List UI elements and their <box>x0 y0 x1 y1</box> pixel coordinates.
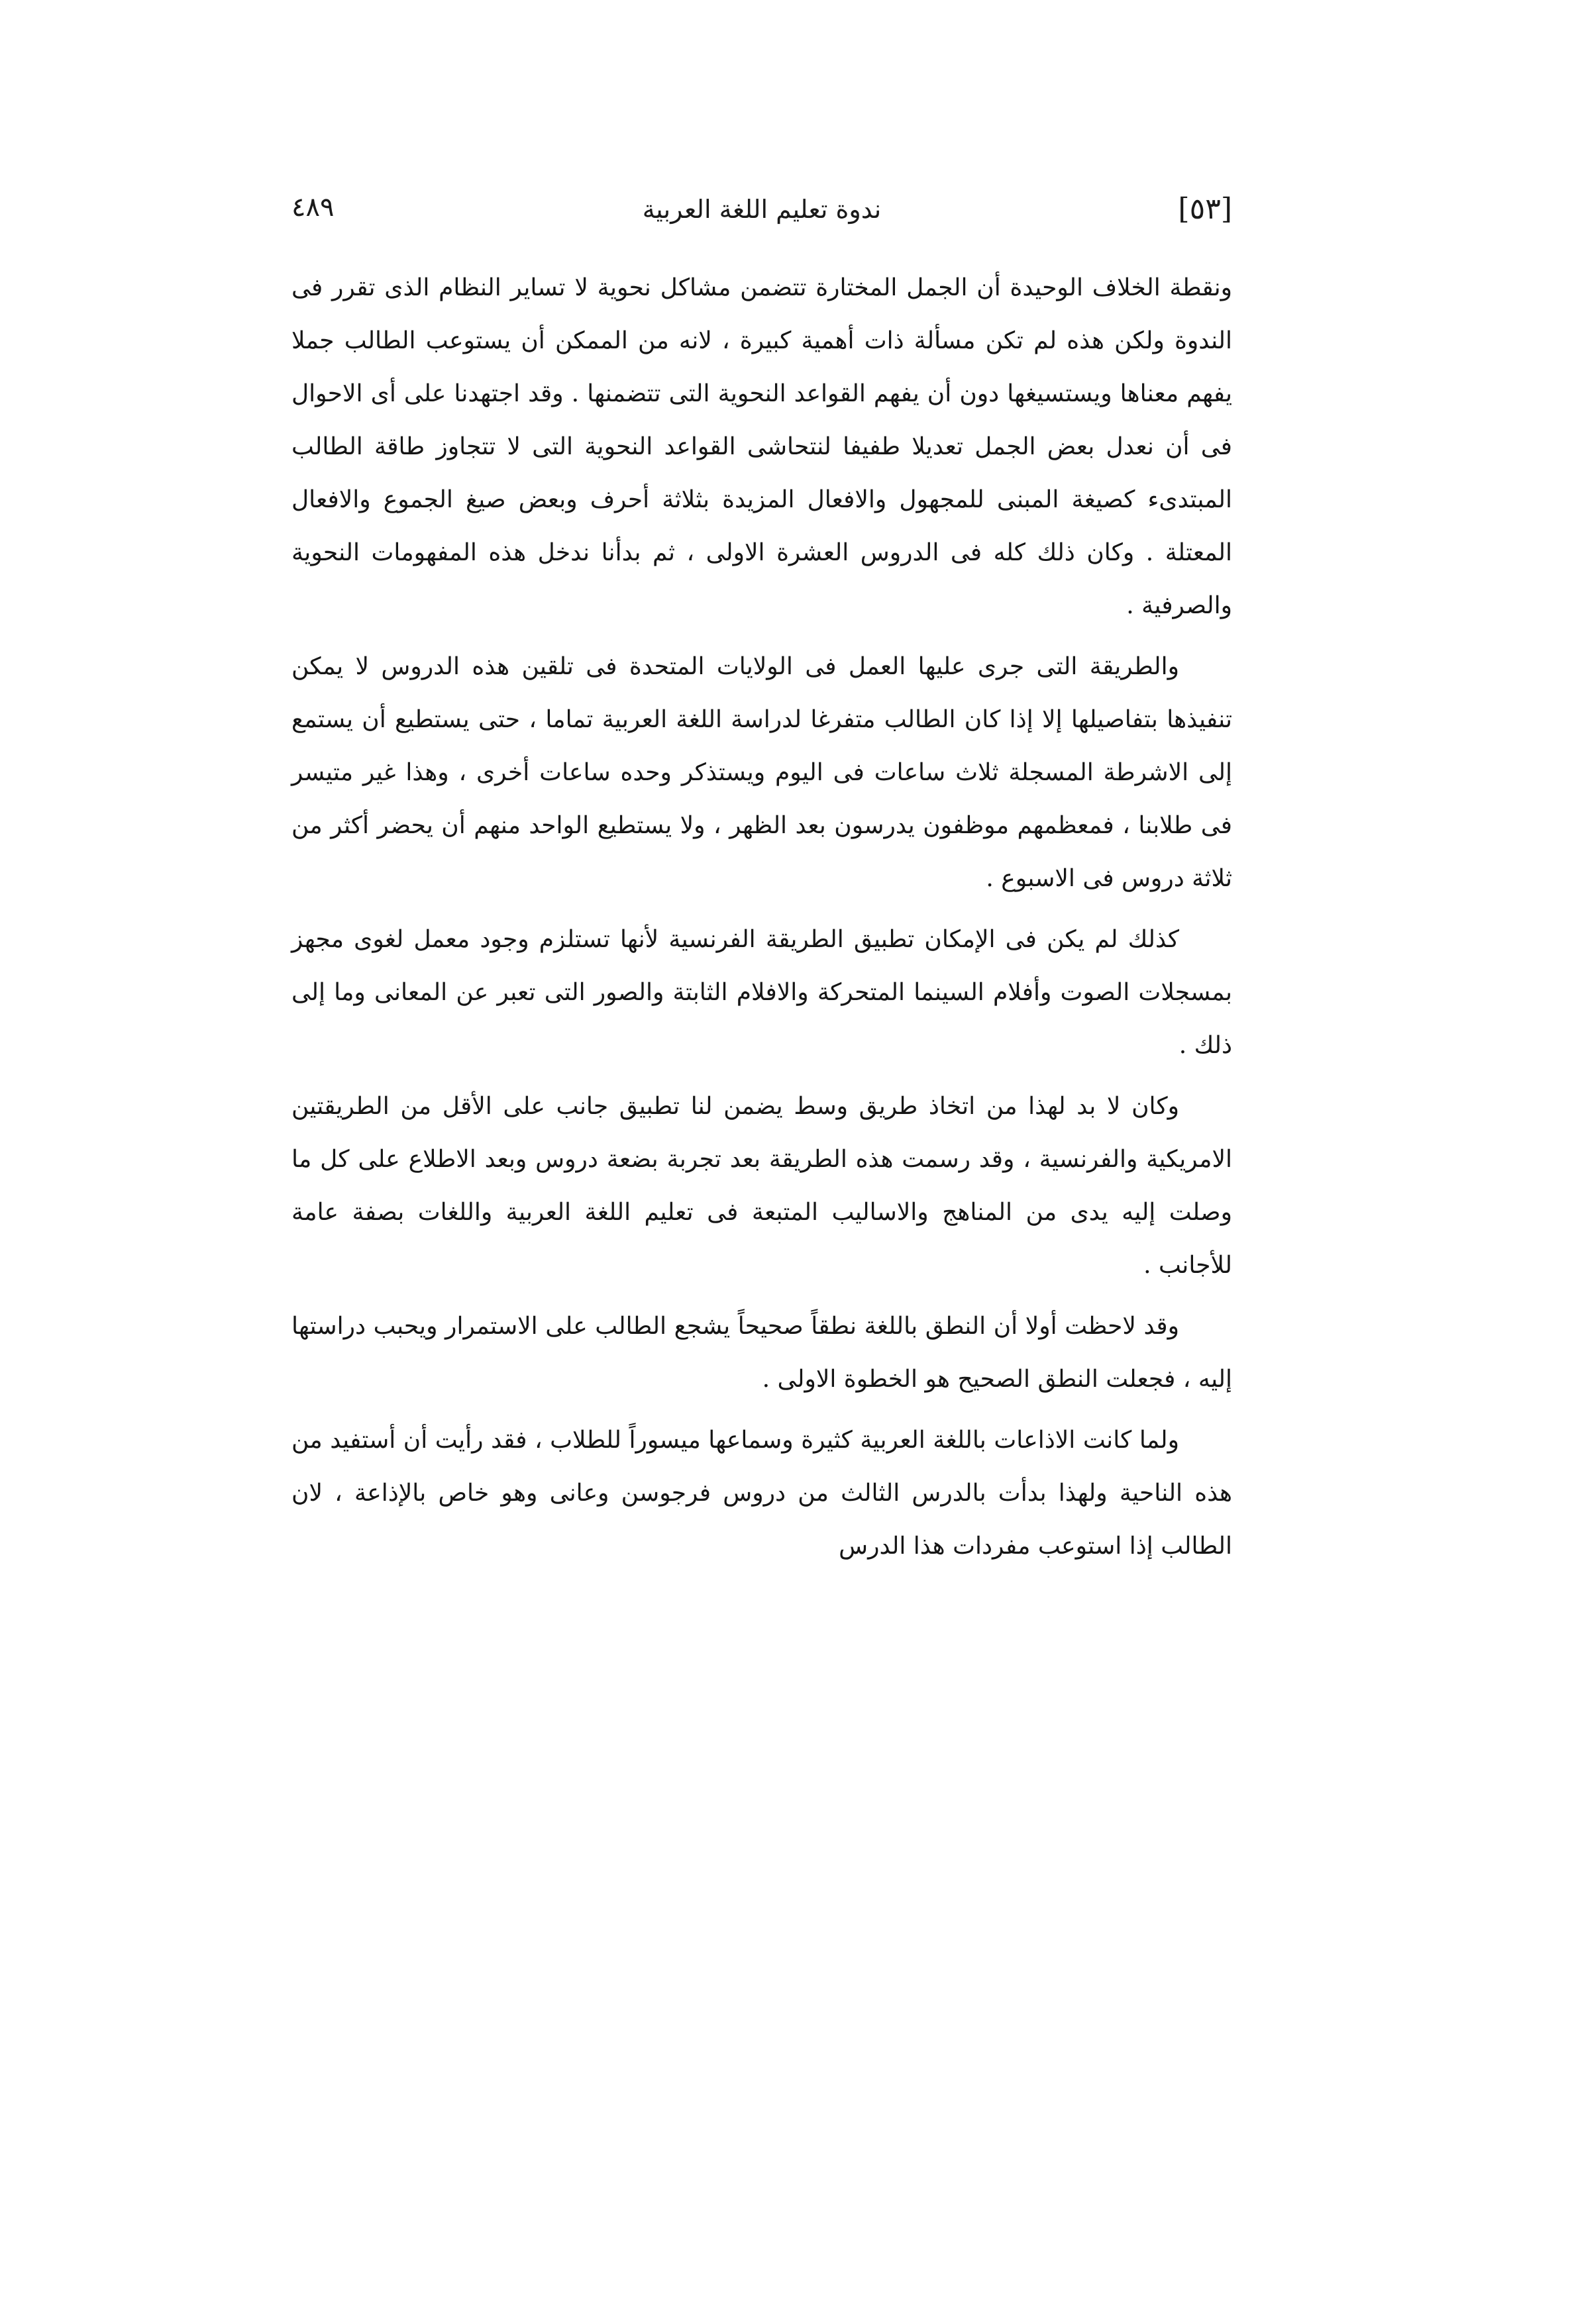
paragraph: وكان لا بد لهذا من اتخاذ طريق وسط يضمن لنا تطبيق جانب على الأقل من الطريقتين الامريكية والفرنسية ، وقد رسمت هذه الطريقة بعد تجربة بضعة دروس وبعد الاطلاع على كل ما وصلت إليه يدى من المناهج والاساليب المتبعة فى تعليم اللغة العربية واللغات بصفة عامة للأجانب . <box>291 1093 1232 1279</box>
page-header <box>291 192 1232 245</box>
paragraph: كذلك لم يكن فى الإمكان تطبيق الطريقة الفرنسية لأنها تستلزم وجود معمل لغوى مجهز بمسجلات الصوت وأفلام السينما المتحركة والافلام الثابتة والصور التى تعبر عن المعانى وما إلى ذلك . <box>291 926 1232 1059</box>
section-number: [٥٣] <box>1178 192 1232 226</box>
paragraph: وقد لاحظت أولا أن النطق باللغة نطقاً صحيحاً يشجع الطالب على الاستمرار ويحبب دراستها إليه ، فجعلت النطق الصحيح هو الخطوة الاولى . <box>291 1313 1232 1393</box>
margin-speck <box>1381 457 1385 470</box>
body-text <box>291 262 1232 1581</box>
paragraph: والطريقة التى جرى عليها العمل فى الولايات المتحدة فى تلقين هذه الدروس لا يمكن تنفيذها بتفاصيلها إلا إذا كان الطالب متفرغا لدراسة اللغة العربية تماما ، حتى يستطيع أن يستمع إلى الاشرطة المسجلة ثلاث ساعات فى اليوم ويستذكر وحده ساعات أخرى ، وهذا غير متيسر فى طلابنا ، فمعظمهم موظفون يدرسون بعد الظهر ، ولا يستطيع الواحد منهم أن يحضر أكثر من ثلاثة دروس فى الاسبوع . <box>291 653 1232 892</box>
paragraph: ونقطة الخلاف الوحيدة أن الجمل المختارة تتضمن مشاكل نحوية لا تساير النظام الذى تقرر فى الندوة ولكن هذه لم تكن مسألة ذات أهمية كبيرة ، لانه من الممكن أن يستوعب الطالب جملا يفهم معناها ويستسيغها دون أن يفهم القواعد النحوية التى تتضمنها . وقد اجتهدنا على أى الاحوال فى أن نعدل بعض الجمل تعديلا طفيفا لنتحاشى القواعد النحوية التى لا تتجاوز طاقة الطالب المبتدىء كصيغة المبنى للمجهول والافعال المزيدة بثلاثة أحرف وبعض صيغ الجموع والافعال المعتلة . وكان ذلك كله فى الدروس العشرة الاولى ، ثم بدأنا ندخل هذه المفهومات النحوية والصرفية . <box>291 274 1232 619</box>
paragraph: ولما كانت الاذاعات باللغة العربية كثيرة وسماعها ميسوراً للطلاب ، فقد رأيت أن أستفيد من هذه الناحية ولهذا بدأت بالدرس الثالث من دروس فرجوسن وعانى وهو خاص بالإذاعة ، لان الطالب إذا استوعب مفردات هذا الدرس <box>291 1427 1232 1560</box>
page-number: ٤٨٩ <box>291 192 335 223</box>
running-title: ندوة تعليم اللغة العربية <box>642 195 882 224</box>
